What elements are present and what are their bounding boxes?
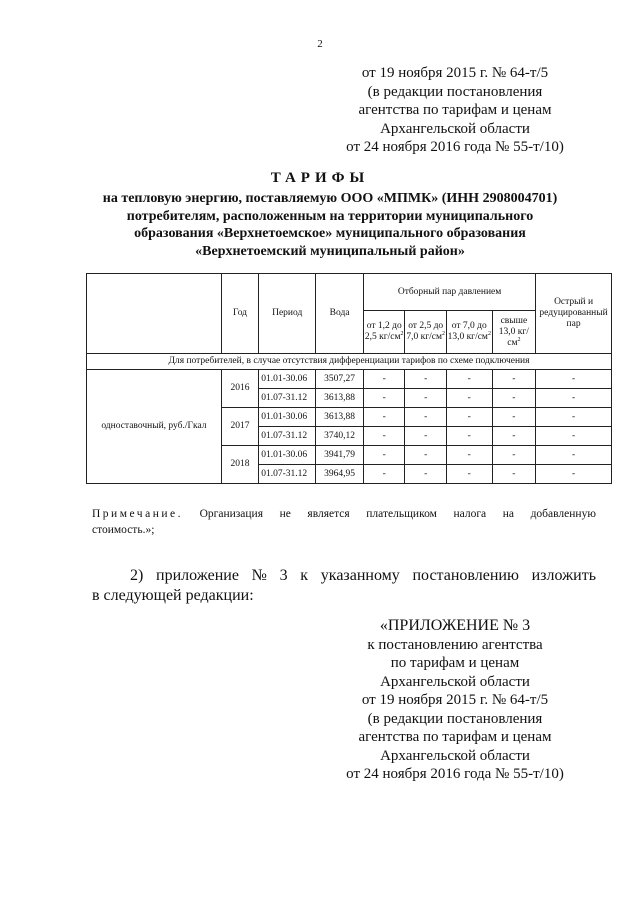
document-subtitle <box>90 190 570 260</box>
steam-cell: - <box>363 389 404 408</box>
header-line: от 24 ноября 2016 года № 55-т/10) <box>346 139 564 155</box>
appendix-line: от 24 ноября 2016 года № 55-т/10) <box>346 766 564 782</box>
header-steam-group: Отборный пар давлением <box>363 274 535 311</box>
period-cell: 01.01-30.06 <box>259 370 316 389</box>
water-cell: 3613,88 <box>316 389 364 408</box>
paragraph-word: приложение <box>156 567 239 584</box>
header-steam-4: свыше 13,0 $кг/см^2$ <box>492 311 536 354</box>
document-title: ТАРИФЫ <box>270 170 370 186</box>
paragraph-word: изложить <box>531 567 596 584</box>
paragraph-word: 3 <box>279 567 288 584</box>
appendix-line: по тарифам и ценам <box>390 655 520 671</box>
paragraph-line: в следующей редакции: <box>92 587 254 604</box>
period-cell: 01.07-31.12 <box>259 427 316 446</box>
steam-cell: - <box>363 408 404 427</box>
appendix-line: от 19 ноября 2015 г. № 64-т/5 <box>361 692 549 708</box>
water-cell: 3740,12 <box>316 427 364 446</box>
period-cell: 01.01-30.06 <box>259 446 316 465</box>
steam-cell: - <box>492 408 536 427</box>
sharp-cell: - <box>536 370 612 389</box>
water-cell: 3613,88 <box>316 408 364 427</box>
table-note: Для потребителей, в случае отсутствия дифференциации тарифов по схеме подключения <box>87 354 612 370</box>
header-steam-2: от 2,5 до 7,0 $кг/см^2$ <box>405 311 446 354</box>
water-cell: 3964,95 <box>316 465 364 484</box>
sharp-cell: - <box>536 389 612 408</box>
table-note-row <box>87 354 612 370</box>
subtitle-line: «Верхнетоемский муниципальный район» <box>195 243 465 259</box>
header-sharp-steam: Острый и редуцированный пар <box>536 274 612 354</box>
header-line: агентства по тарифам и ценам <box>358 102 552 118</box>
year-cell: 2016 <box>221 370 258 408</box>
steam-cell: - <box>405 370 446 389</box>
period-cell: 01.07-31.12 <box>259 389 316 408</box>
footnote-label: Примечание. <box>92 508 183 520</box>
subtitle-line: потребителям, расположенным на территории муниципального <box>126 208 534 224</box>
steam-cell: - <box>363 370 404 389</box>
footnote-line: стоимость.»; <box>92 524 155 536</box>
steam-cell: - <box>405 465 446 484</box>
paragraph-word: постановлению <box>412 567 519 584</box>
steam-cell: - <box>492 427 536 446</box>
table-header-row <box>87 274 612 311</box>
header-period: Период <box>259 274 316 354</box>
sharp-cell: - <box>536 427 612 446</box>
appendix-title: «ПРИЛОЖЕНИЕ № 3 <box>379 617 531 634</box>
steam-cell: - <box>363 465 404 484</box>
steam-cell: - <box>405 408 446 427</box>
table-row <box>87 370 612 389</box>
footnote-word: плательщиком <box>366 508 437 520</box>
footnote-line <box>92 506 596 522</box>
steam-cell: - <box>492 370 536 389</box>
footnote-word: налога <box>453 508 487 520</box>
steam-cell: - <box>405 446 446 465</box>
steam-cell: - <box>405 389 446 408</box>
sharp-cell: - <box>536 465 612 484</box>
header-steam-3: от 7,0 до 13,0 $кг/см^2$ <box>446 311 492 354</box>
footnote-word: на <box>502 508 514 520</box>
year-cell: 2017 <box>221 408 258 446</box>
footnote-word: является <box>307 508 350 520</box>
steam-cell: - <box>363 446 404 465</box>
appendix-line: агентства по тарифам и ценам <box>358 729 552 745</box>
appendix-line: к постановлению агентства <box>367 636 543 653</box>
steam-cell: - <box>446 370 492 389</box>
steam-cell: - <box>446 465 492 484</box>
paragraph-word: к <box>300 567 309 584</box>
paragraph-line <box>92 566 596 586</box>
period-cell: 01.07-31.12 <box>259 465 316 484</box>
year-cell: 2018 <box>221 446 258 484</box>
steam-cell: - <box>446 446 492 465</box>
tariff-table <box>86 273 612 484</box>
empty-header-cell <box>87 274 222 354</box>
steam-cell: - <box>446 389 492 408</box>
header-year: Год <box>221 274 258 354</box>
header-line: от 19 ноября 2015 г. № 64-т/5 <box>361 65 549 81</box>
subtitle-line: на тепловую энергию, поставляемую ООО «МПМК» (ИНН 2908004701) <box>102 191 558 206</box>
appendix-line: Архангельской области <box>380 747 530 764</box>
appendix-line: Архангельской области <box>380 673 530 690</box>
appendix-reference-block <box>330 617 580 784</box>
appendix-line: (в редакции постановления <box>367 710 543 727</box>
sharp-cell: - <box>536 408 612 427</box>
footnote-word: не <box>279 508 291 520</box>
table-footnote <box>92 506 596 538</box>
water-cell: 3507,27 <box>316 370 364 389</box>
page-number: 2 <box>317 38 323 50</box>
subtitle-line: образования «Верхнетоемское» муниципального образования <box>134 226 526 241</box>
sharp-cell: - <box>536 446 612 465</box>
steam-cell: - <box>446 408 492 427</box>
water-cell: 3941,79 <box>316 446 364 465</box>
steam-cell: - <box>405 427 446 446</box>
steam-cell: - <box>492 465 536 484</box>
paragraph-word: 2) <box>130 567 144 584</box>
paragraph-word: указанному <box>320 567 400 584</box>
steam-cell: - <box>492 389 536 408</box>
header-line: (в редакции постановления <box>367 83 543 100</box>
steam-cell: - <box>446 427 492 446</box>
header-steam-1: от 1,2 до 2,5 $кг/см^2$ <box>363 311 404 354</box>
steam-cell: - <box>363 427 404 446</box>
period-cell: 01.01-30.06 <box>259 408 316 427</box>
header-water: Вода <box>316 274 364 354</box>
steam-cell: - <box>492 446 536 465</box>
rate-label: одноставочный, руб./Гкал <box>87 370 222 484</box>
footnote-word: добавленную <box>530 508 596 520</box>
header-reference-block <box>330 64 580 157</box>
header-line: Архангельской области <box>380 120 530 137</box>
footnote-word: Организация <box>199 508 263 520</box>
body-paragraph <box>92 566 596 606</box>
paragraph-word: № <box>251 567 267 584</box>
